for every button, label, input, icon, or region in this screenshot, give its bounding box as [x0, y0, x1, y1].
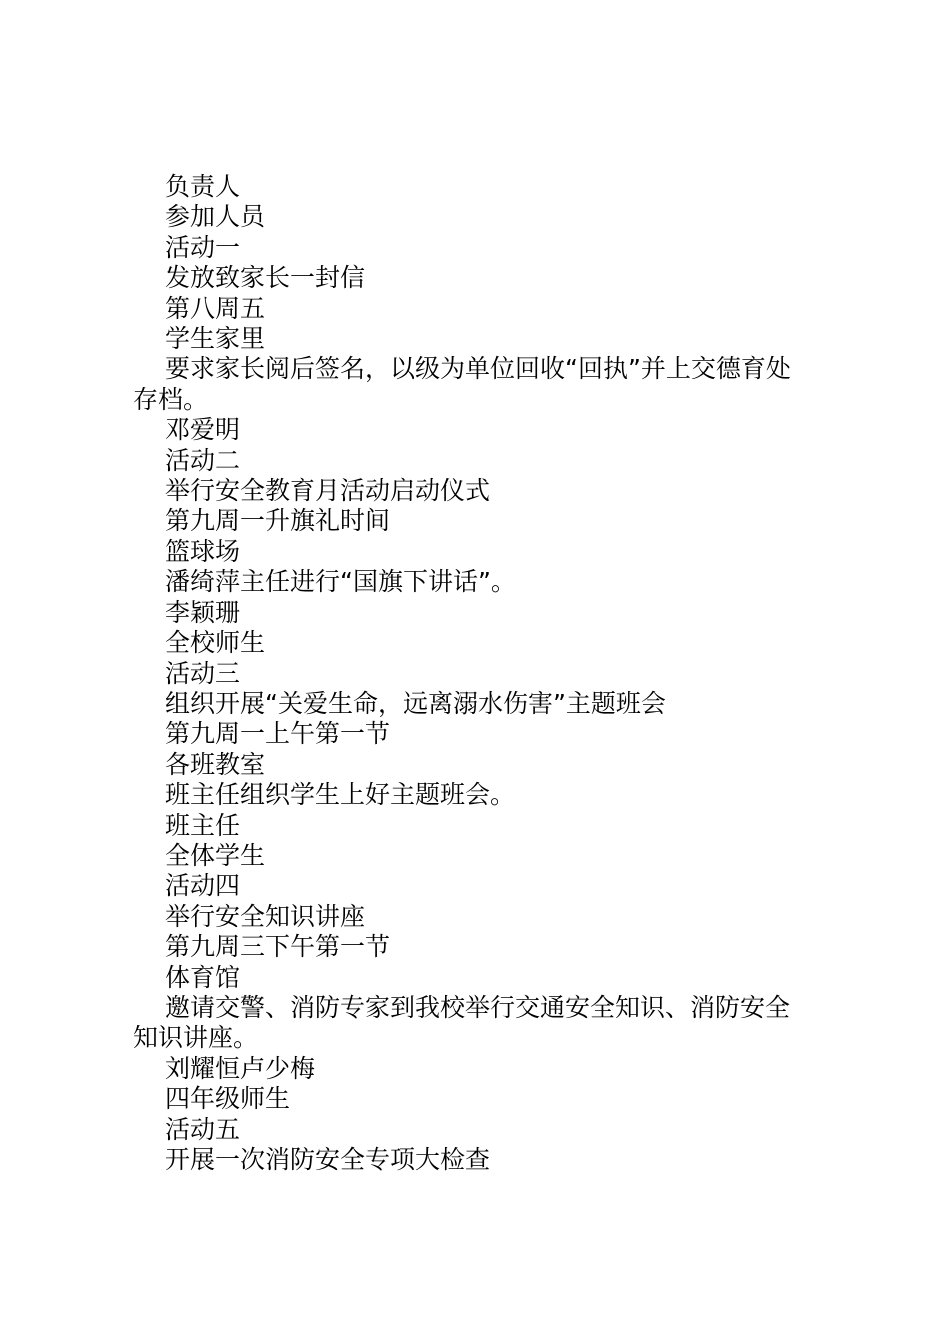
paragraph-activity-1: 活动一	[165, 232, 241, 262]
paragraph: 组织开展“关爱生命，远离溺水伤害”主题班会	[165, 688, 666, 718]
paragraph: 第九周三下午第一节	[165, 932, 391, 962]
paragraph: 体育馆	[165, 962, 241, 992]
paragraph-participants: 参加人员	[165, 202, 266, 232]
paragraph-activity-2: 活动二	[165, 445, 241, 475]
paragraph: 刘耀恒卢少梅	[165, 1053, 316, 1083]
paragraph-activity-5: 活动五	[165, 1114, 241, 1144]
paragraph: 篮球场	[165, 536, 241, 566]
paragraph: 班主任组织学生上好主题班会。	[165, 780, 516, 810]
paragraph-person-in-charge: 负责人	[165, 172, 241, 201]
paragraph: 举行安全知识讲座	[165, 901, 366, 931]
paragraph: 李颖珊	[165, 597, 241, 627]
paragraph-activity-4: 活动四	[165, 871, 241, 901]
paragraph: 潘绮萍主任进行“国旗下讲话”。	[165, 567, 516, 597]
paragraph: 班主任	[165, 810, 241, 840]
paragraph: 第九周一上午第一节	[165, 719, 391, 749]
paragraph: 全体学生	[165, 840, 266, 870]
paragraph: 学生家里	[165, 324, 266, 354]
paragraph: 开展一次消防安全专项大检查	[165, 1145, 491, 1174]
paragraph: 邓爱明	[165, 415, 241, 445]
paragraph: 四年级师生	[165, 1084, 291, 1114]
paragraph: 举行安全教育月活动启动仪式	[165, 476, 491, 506]
paragraph: 邀请交警、消防专家到我校举行交通安全知识、消防安全知识讲座。	[133, 992, 791, 1053]
document-body	[133, 172, 813, 1175]
paragraph: 全校师生	[165, 628, 266, 658]
paragraph-activity-3: 活动三	[165, 658, 241, 688]
paragraph: 发放致家长一封信	[165, 263, 366, 293]
paragraph: 第九周一升旗礼时间	[165, 506, 391, 536]
paragraph: 各班教室	[165, 749, 266, 779]
paragraph: 要求家长阅后签名，以级为单位回收“回执”并上交德育处存档。	[133, 354, 791, 414]
paragraph: 第八周五	[165, 293, 266, 323]
